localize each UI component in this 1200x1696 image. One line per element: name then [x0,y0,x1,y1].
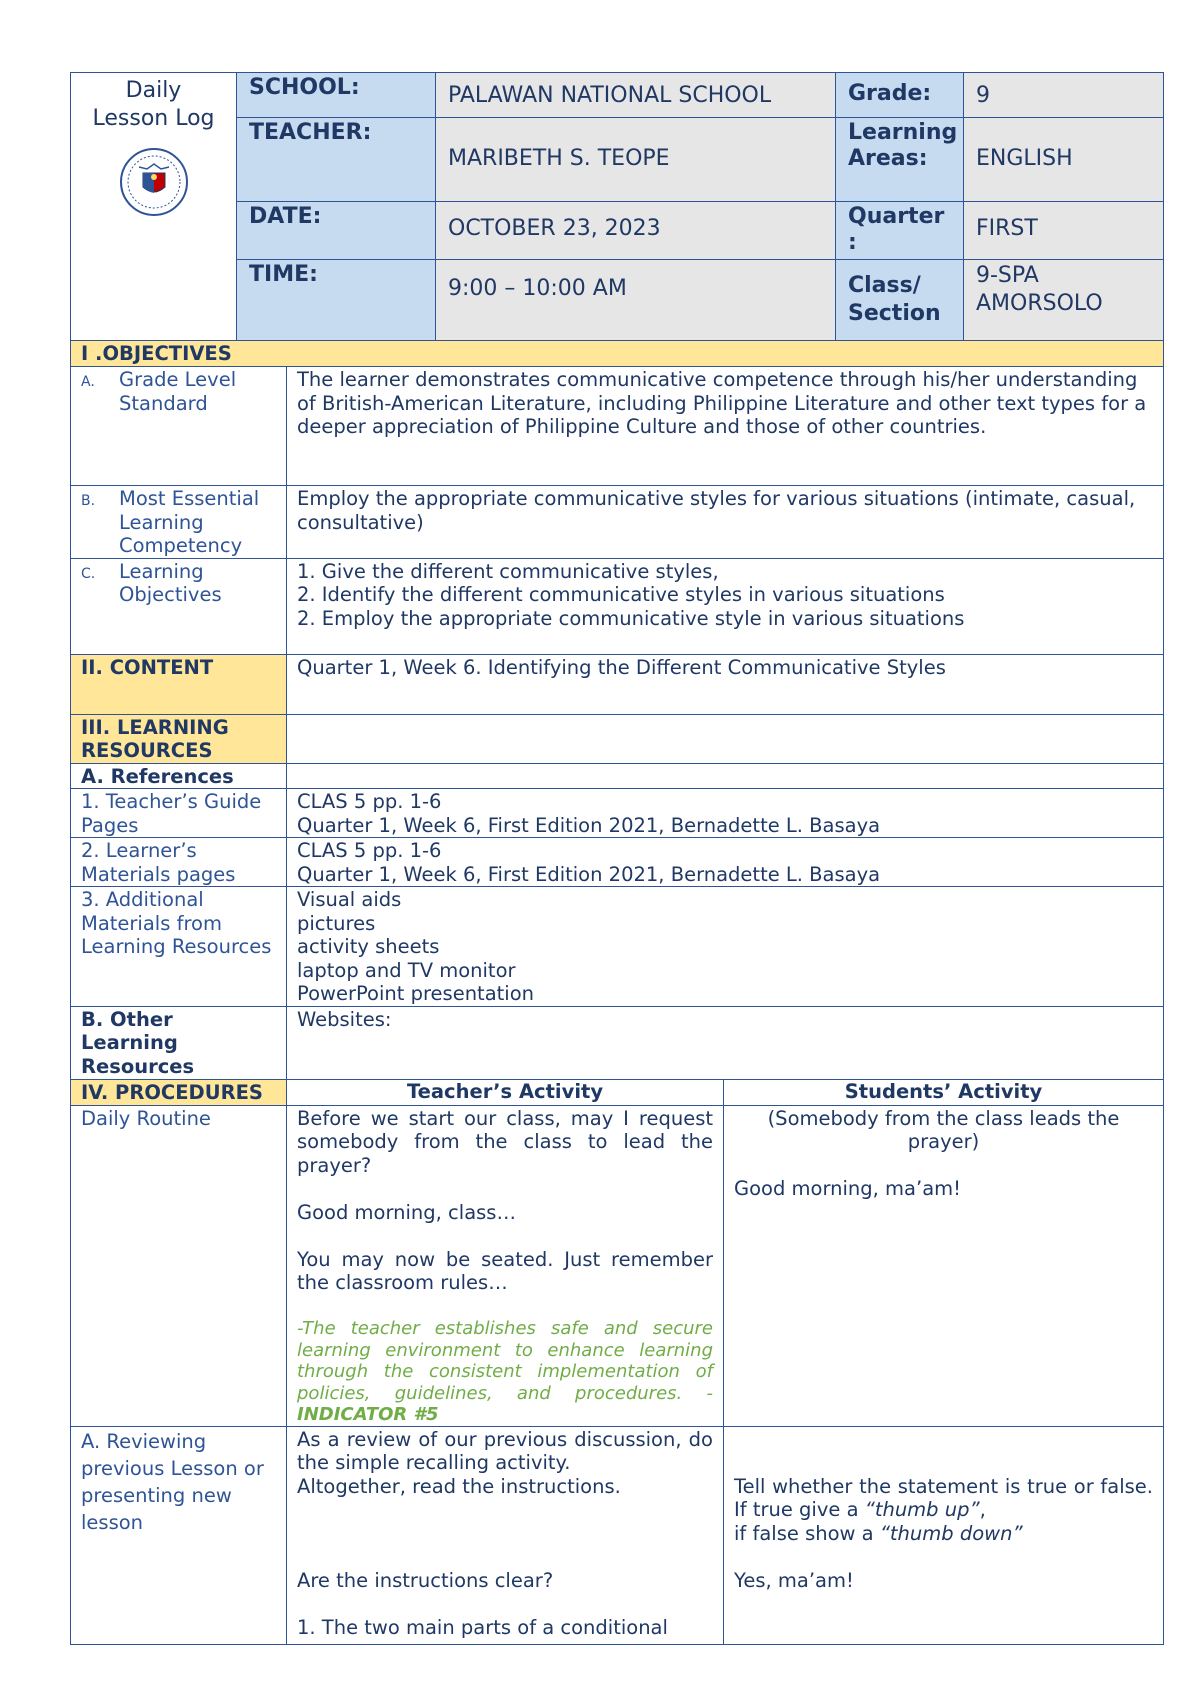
date-value: OCTOBER 23, 2023 [436,202,836,260]
objective-a-label-cell [71,367,287,486]
class-section-value: 9-SPA AMORSOLO [964,260,1164,342]
daily-routine-label: Daily Routine [71,1105,287,1426]
objective-c-label: Learning Objectives [119,559,222,606]
additional-material-item: activity sheets [297,935,440,958]
grade-value: 9 [964,73,1164,118]
teacher-seated: You may now be seated. Just remember the classroom rules… [297,1247,713,1294]
other-resources-heading: B. Other Learning Resources [71,1006,287,1079]
objective-a-label: Grade Level Standard [119,368,237,415]
objective-b-text: Employ the appropriate communicative styles for various situations (intimate, casual, consultative) [287,486,1164,559]
objective-c-label-cell [71,558,287,654]
resources-empty-cell [287,714,1164,763]
references-heading: A. References [71,763,287,789]
objective-c-line: 2. Employ the appropriate communicative style in various situations [297,606,965,630]
date-label: DATE: [237,202,436,260]
other-resources-text: Websites: [287,1006,1164,1079]
teachers-guide-label: 1. Teacher’s Guide Pages [71,789,287,838]
teachers-guide-line: Quarter 1, Week 6, First Edition 2021, Bernadette L. Basaya [297,813,881,837]
additional-material-item: PowerPoint presentation [297,982,534,1005]
objective-c-line: 2. Identify the different communicative styles in various situations [297,583,945,606]
teachers-guide-cell [287,789,1164,838]
teacher-activity-heading: Teacher’s Activity [287,1079,724,1105]
teacher-label: TEACHER: [237,118,436,202]
quarter-label: Quarter : [836,202,964,260]
additional-materials-label: 3. Additional Materials from Learning Resources [71,887,287,1007]
document-title: Daily Lesson Log [92,78,215,131]
additional-material-item: pictures [297,911,376,935]
references-empty-cell [287,763,1164,789]
objective-c-line: 1. Give the different communicative styles, [297,559,719,583]
indicator-note [297,1318,713,1426]
class-section-label: Class/ Section [836,260,964,342]
learners-materials-cell [287,838,1164,887]
review-instruction-false: if false show a “thumb down” [734,1521,1023,1545]
school-label: SCHOOL: [237,73,436,118]
teacher-value: MARIBETH S. TEOPE [436,118,836,202]
objective-a-text: The learner demonstrates communicative competence through his/her understanding of British-American Literature, including Philippine Literature and other text types for a deeper appreciation of Philippine Culture and those of other countries. [287,367,1164,486]
learning-areas-value: ENGLISH [964,118,1164,202]
school-value: PALAWAN NATIONAL SCHOOL [436,73,836,118]
additional-materials-cell [287,887,1164,1007]
review-read-instructions: Altogether, read the instructions. [297,1474,621,1498]
objective-b-letter: B. [81,493,96,509]
time-label: TIME: [237,260,436,342]
objective-b-label: Most Essential Learning Competency [119,487,260,557]
time-value: 9:00 – 10:00 AM [436,260,836,342]
teacher-greeting: Good morning, class… [297,1200,516,1224]
objective-c-letter: C. [81,565,96,582]
additional-material-item: laptop and TV monitor [297,958,516,982]
procedures-heading: IV. PROCEDURES [71,1079,287,1105]
review-intro: As a review of our previous discussion, do the simple recalling activity. [297,1427,713,1474]
teachers-guide-line: CLAS 5 pp. 1-6 [297,790,442,813]
students-greeting: Good morning, ma’am! [734,1177,961,1200]
learners-materials-line: CLAS 5 pp. 1-6 [297,839,442,862]
grade-label: Grade: [836,73,964,118]
deped-seal-icon [119,147,189,217]
thumb-up-text: “thumb up” [864,1498,980,1521]
thumb-down-text: “thumb down” [879,1521,1023,1545]
header-table [70,72,1164,342]
objective-c-list [287,558,1164,654]
objective-a-letter: A. [81,374,95,390]
teacher-prayer-request: Before we start our class, may I request somebody from the class to lead the prayer? [297,1106,713,1177]
additional-material-item: Visual aids [297,888,402,911]
review-item-1: 1. The two main parts of a conditional [297,1615,668,1639]
logo-cell [71,73,237,342]
students-activity-heading: Students’ Activity [724,1079,1164,1105]
lesson-table [70,340,1164,1645]
content-text: Quarter 1, Week 6. Identifying the Different Communicative Styles [287,654,1164,714]
learners-materials-line: Quarter 1, Week 6, First Edition 2021, Bernadette L. Basaya [297,862,881,886]
indicator-text: -The teacher establishes safe and secure learning environment to enhance learning through the consistent implementation of policies, guidelines, and procedures. - [297,1318,713,1404]
indicator-label: INDICATOR #5 [297,1404,439,1425]
learners-materials-label: 2. Learner’s Materials pages [71,838,287,887]
quarter-value: FIRST [964,202,1164,260]
learning-areas-label: Learning Areas: [836,118,964,202]
review-teacher [287,1426,724,1644]
objective-b-label-cell [71,486,287,559]
students-yes-response: Yes, ma’am! [734,1568,854,1592]
review-instruction-text: Tell whether the statement is true or false. If true give a “thumb up”, [734,1474,1153,1521]
review-label: A. Reviewing previous Lesson or presenting new lesson [71,1426,287,1644]
students-prayer: (Somebody from the class leads the prayer) [767,1106,1120,1153]
daily-routine-students [724,1105,1164,1426]
content-heading: II. CONTENT [71,654,287,714]
objectives-heading: I .OBJECTIVES [71,341,1164,367]
review-students [724,1426,1164,1644]
resources-heading: III. LEARNING RESOURCES [71,714,287,763]
review-instructions-clear: Are the instructions clear? [297,1568,554,1592]
daily-routine-teacher [287,1105,724,1426]
